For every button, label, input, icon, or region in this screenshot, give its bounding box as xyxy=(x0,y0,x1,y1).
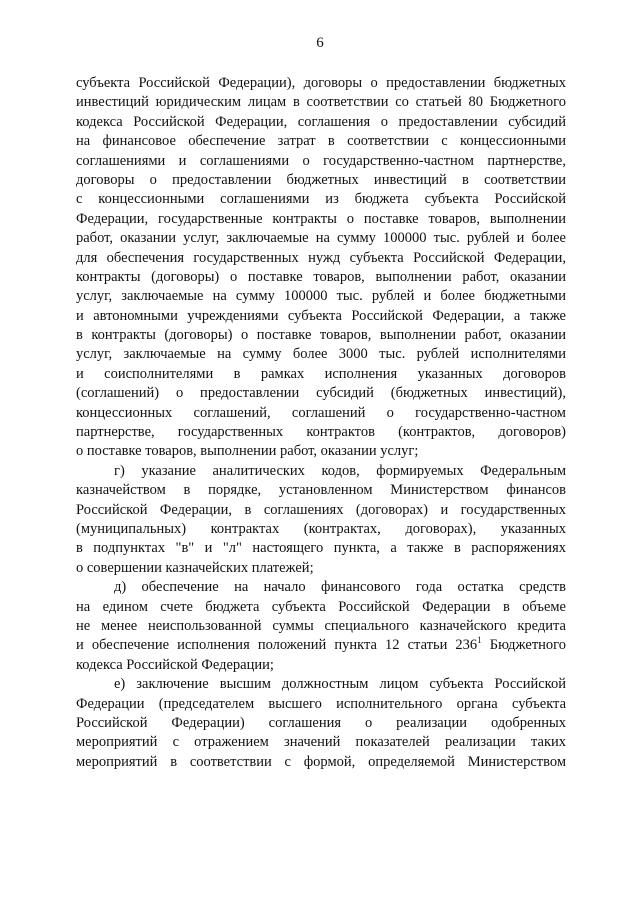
text-line: концессионных соглашений, соглашений о государственно-частном xyxy=(76,404,566,421)
text-line: мероприятий с отражением значений показателей реализации таких xyxy=(76,734,566,751)
page-number: 6 xyxy=(316,35,324,51)
text-line: мероприятий в соответствии с формой, определяемой Министерством xyxy=(76,753,566,770)
text-line: Федерации, государственные контракты о поставке товаров, выполнении xyxy=(76,210,566,227)
paragraph-e-first-line: е) заключение высшим должностным лицом субъекта Российской xyxy=(114,676,566,693)
text-line: инвестиций юридическим лицам в соответствии со статьей 80 Бюджетного xyxy=(76,94,566,111)
paragraph-g-first-line: г) указание аналитических кодов, формируемых Федеральным xyxy=(114,462,566,479)
text-line: соглашениями и соглашениями о государственно-частном партнерстве, xyxy=(76,152,566,169)
text-line: Российской Федерации) соглашения о реализации одобренных xyxy=(76,714,566,731)
text-line: в подпунктах "в" и "л" настоящего пункта, а также в распоряжениях xyxy=(76,540,566,557)
text-line: для обеспечения государственных нужд субъекта Российской Федерации, xyxy=(76,249,566,266)
text-line: и автономными учреждениями субъекта Российской Федерации, а также xyxy=(76,307,566,324)
text-line: кодекса Российской Федерации, соглашения о предоставлении субсидий xyxy=(76,113,566,130)
text-line: услуг, заключаемые на сумму более 3000 тыс. рублей исполнителями xyxy=(76,346,566,363)
text-line: не менее неиспользованной суммы специального казначейского кредита xyxy=(76,617,566,634)
text-line: с концессионными соглашениями из бюджета субъекта Российской xyxy=(76,191,566,208)
paragraph-d-first-line: д) обеспечение на начало финансового года остатка средств xyxy=(114,579,566,596)
text-line: Федерации (председателем высшего исполнительного органа субъекта xyxy=(76,695,566,712)
superscript: 1 xyxy=(477,636,482,646)
text-line: договоры о предоставлении бюджетных инвестиций в соответствии xyxy=(76,171,566,188)
text-line: на финансовое обеспечение затрат в соответствии с концессионными xyxy=(76,133,566,150)
text-line: о поставке товаров, выполнении работ, оказании услуг; xyxy=(76,443,419,460)
text-line: услуг, заключаемые на сумму 100000 тыс. рублей и более бюджетными xyxy=(76,288,566,305)
text-line: о совершении казначейских платежей; xyxy=(76,559,314,576)
text-line: (муниципальных) контрактах (контрактах, договорах), указанных xyxy=(76,520,566,537)
text-line: в контракты (договоры) о поставке товаров, выполнении работ, оказании xyxy=(76,327,566,344)
text-line: партнерстве, государственных контрактов (контрактов, договоров) xyxy=(76,424,566,441)
text-line: Российской Федерации, в соглашениях (договорах) и государственных xyxy=(76,501,566,518)
text-line: и соисполнителями в рамках исполнения указанных договоров xyxy=(76,365,566,382)
text-line: (соглашений) о предоставлении субсидий (бюджетных инвестиций), xyxy=(76,385,566,402)
text-fragment: Бюджетного xyxy=(481,637,566,654)
text-line: субъекта Российской Федерации), договоры о предоставлении бюджетных xyxy=(76,75,566,91)
document-body xyxy=(76,74,566,772)
text-fragment: и обеспечение исполнения положений пункта 12 статьи 236 xyxy=(76,637,478,654)
text-line: казначейством в порядке, установленном Министерством финансов xyxy=(76,482,566,499)
text-line-with-superscript xyxy=(76,636,566,655)
text-line: на едином счете бюджета субъекта Российской Федерации в объеме xyxy=(76,598,566,615)
text-line: контракты (договоры) о поставке товаров, выполнении работ, оказании xyxy=(76,268,566,285)
text-line: кодекса Российской Федерации; xyxy=(76,656,274,673)
text-line: работ, оказании услуг, заключаемые на сумму 100000 тыс. рублей и более xyxy=(76,230,566,247)
